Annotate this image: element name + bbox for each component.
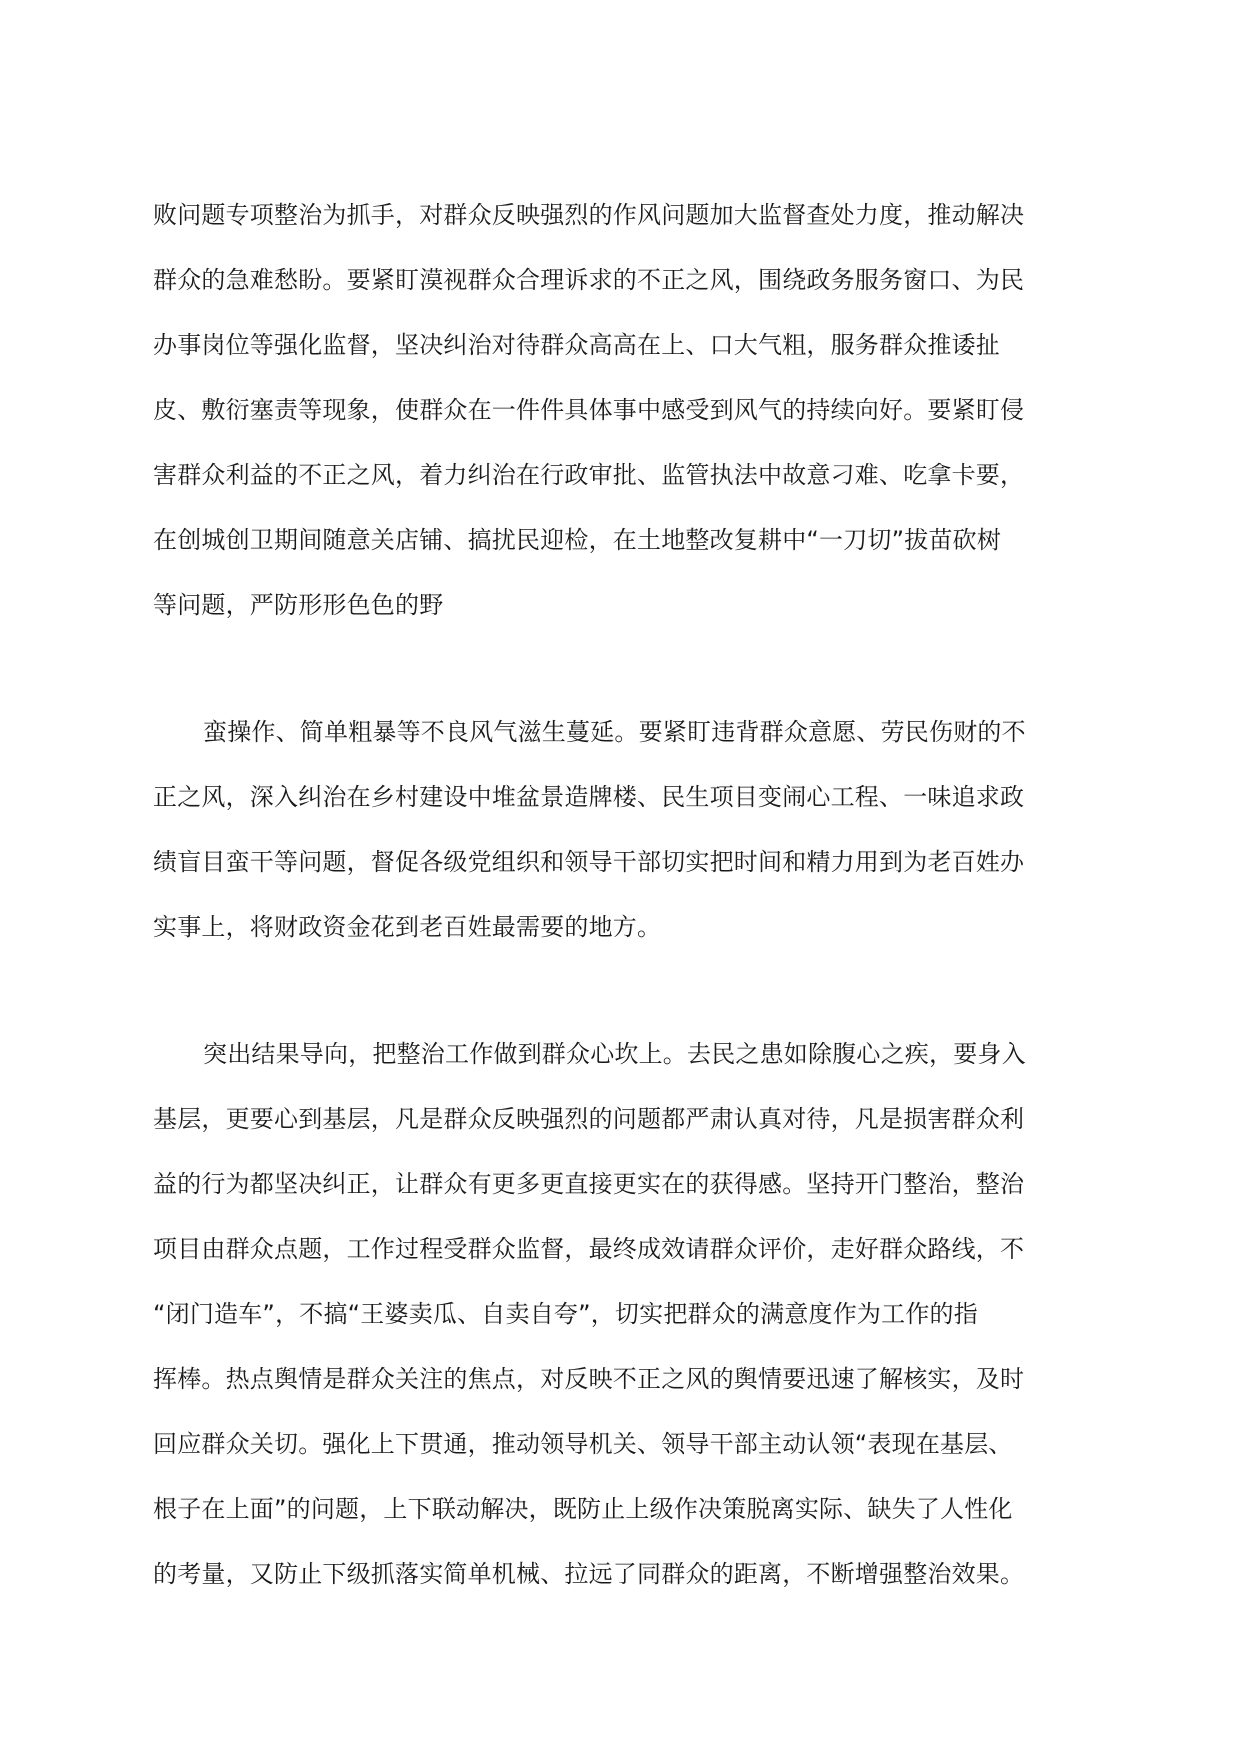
document-body <box>153 183 1058 1607</box>
text-line: 益的行为都坚决纠正，让群众有更多更直接更实在的获得感。坚持开门整治，整治 <box>153 1170 1025 1198</box>
text-line: 皮、敷衍塞责等现象，使群众在一件件具体事中感受到风气的持续向好。要紧盯侵 <box>153 396 1025 424</box>
text-line: 实事上，将财政资金花到老百姓最需要的地方。 <box>153 913 662 941</box>
text-line: 办事岗位等强化监督，坚决纠治对待群众高高在上、口大气粗，服务群众推诿扯 <box>153 331 1000 359</box>
text-line: 项目由群众点题，工作过程受群众监督，最终成效请群众评价，走好群众路线，不 <box>153 1235 1025 1263</box>
text-line: 正之风，深入纠治在乡村建设中堆盆景造牌楼、民生项目变闹心工程、一味追求政 <box>153 783 1025 811</box>
text-line: 害群众利益的不正之风，着力纠治在行政审批、监管执法中故意刁难、吃拿卡要， <box>153 461 1025 489</box>
paragraph-2 <box>153 700 1058 960</box>
text-line: 群众的急难愁盼。要紧盯漠视群众合理诉求的不正之风，围绕政务服务窗口、为民 <box>153 266 1025 294</box>
text-line: 回应群众关切。强化上下贯通，推动领导机关、领导干部主动认领“表现在基层、 <box>153 1430 1013 1458</box>
text-line: “闭门造车”，不搞“王婆卖瓜、自卖自夸”，切实把群众的满意度作为工作的指 <box>153 1300 978 1328</box>
paragraph-spacer <box>153 638 1058 700</box>
text-line: 蛮操作、简单粗暴等不良风气滋生蔓延。要紧盯违背群众意愿、劳民伤财的不 <box>203 718 1026 746</box>
text-line: 基层，更要心到基层，凡是群众反映强烈的问题都严肃认真对待，凡是损害群众利 <box>153 1105 1025 1133</box>
paragraph-1 <box>153 183 1058 638</box>
text-line: 突出结果导向，把整治工作做到群众心坎上。去民之患如除腹心之疾，要身入 <box>203 1040 1026 1068</box>
text-line: 在创城创卫期间随意关店铺、搞扰民迎检，在土地整改复耕中“一刀切”拔苗砍树 <box>153 526 1002 554</box>
text-line: 根子在上面”的问题，上下联动解决，既防止上级作决策脱离实际、缺失了人性化 <box>153 1495 1013 1523</box>
paragraph-spacer <box>153 960 1058 1022</box>
text-line: 的考量，又防止下级抓落实简单机械、拉远了同群众的距离，不断增强整治效果。 <box>153 1560 1025 1588</box>
text-line: 败问题专项整治为抓手，对群众反映强烈的作风问题加大监督查处力度，推动解决 <box>153 201 1025 229</box>
text-line: 等问题，严防形形色色的野 <box>153 591 444 619</box>
text-line: 绩盲目蛮干等问题，督促各级党组织和领导干部切实把时间和精力用到为老百姓办 <box>153 848 1025 876</box>
paragraph-3 <box>153 1022 1058 1607</box>
text-line: 挥棒。热点舆情是群众关注的焦点，对反映不正之风的舆情要迅速了解核实，及时 <box>153 1365 1025 1393</box>
